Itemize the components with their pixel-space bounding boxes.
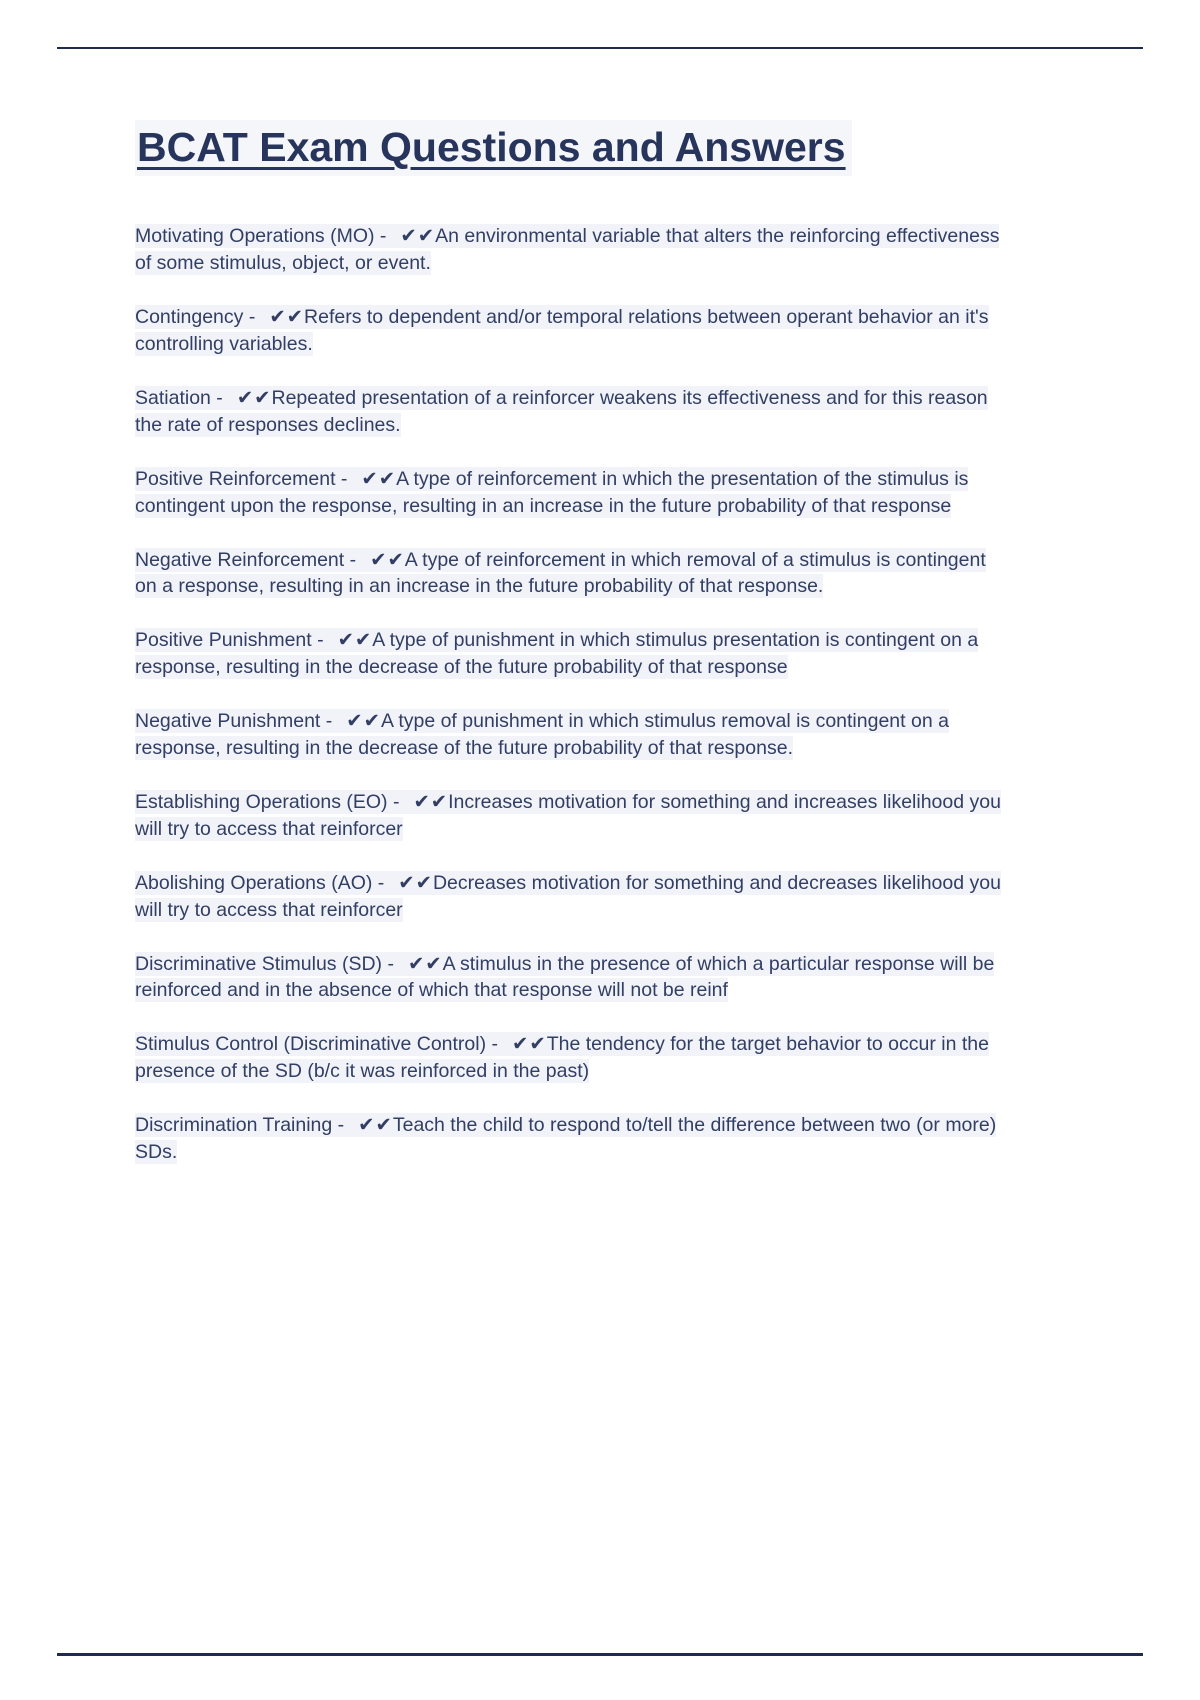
qa-item — [135, 951, 1007, 1005]
top-rule — [57, 47, 1143, 49]
title-wrap — [135, 122, 1007, 173]
qa-item — [135, 870, 1007, 924]
qa-item — [135, 466, 1007, 520]
double-checkmark-icon: ✔✔ — [413, 790, 449, 813]
qa-definition: The tendency for the target behavior to occur in the presence of the SD (b/c it was reinforced in the past) — [135, 1033, 989, 1083]
qa-item — [135, 1031, 1007, 1085]
qa-definition: A type of punishment in which stimulus presentation is contingent on a response, resulting in the decrease of the future probability of that response — [135, 629, 979, 679]
qa-term: Negative Punishment - — [135, 709, 346, 733]
double-checkmark-icon: ✔✔ — [236, 386, 272, 409]
qa-term: Satiation - — [135, 386, 237, 410]
double-checkmark-icon: ✔✔ — [407, 952, 443, 975]
double-checkmark-icon: ✔✔ — [512, 1033, 547, 1056]
double-checkmark-icon: ✔✔ — [370, 548, 405, 571]
bottom-rule — [57, 1653, 1143, 1656]
qa-definition: Increases motivation for something and increases likelihood you will try to access that reinforcer — [135, 790, 1001, 840]
document-content — [135, 122, 1007, 1193]
qa-term: Abolishing Operations (AO) - — [135, 871, 398, 895]
qa-item — [135, 627, 1007, 681]
double-checkmark-icon: ✔✔ — [269, 306, 305, 329]
qa-term: Contingency - — [135, 305, 269, 329]
qa-term: Motivating Operations (MO) - — [135, 224, 400, 248]
double-checkmark-icon: ✔✔ — [400, 225, 436, 248]
qa-item — [135, 304, 1007, 358]
qa-definition: Teach the child to respond to/tell the difference between two (or more) SDs. — [135, 1114, 997, 1164]
qa-definition: Decreases motivation for something and decreases likelihood you will try to access that reinforcer — [135, 871, 1001, 921]
qa-item — [135, 385, 1007, 439]
qa-item — [135, 223, 1007, 277]
qa-term: Discriminative Stimulus (SD) - — [135, 952, 408, 976]
qa-definition: Repeated presentation of a reinforcer weakens its effectiveness and for this reason the rate of responses declines. — [135, 386, 988, 436]
qa-term: Establishing Operations (EO) - — [135, 790, 413, 814]
page-title: BCAT Exam Questions and Answers — [135, 120, 852, 176]
qa-item — [135, 789, 1007, 843]
double-checkmark-icon: ✔✔ — [398, 871, 433, 894]
double-checkmark-icon: ✔✔ — [337, 629, 373, 652]
qa-term: Discrimination Training - — [135, 1113, 358, 1137]
qa-term: Positive Punishment - — [135, 628, 338, 652]
qa-term: Positive Reinforcement - — [135, 467, 361, 491]
double-checkmark-icon: ✔✔ — [361, 467, 397, 490]
qa-definition: A type of reinforcement in which removal of a stimulus is contingent on a response, resulting in an increase in the future probability of that response. — [135, 548, 986, 598]
qa-definition: Refers to dependent and/or temporal relations between operant behavior an it's controlling variables. — [135, 306, 989, 355]
qa-term: Negative Reinforcement - — [135, 548, 370, 572]
qa-definition: A type of punishment in which stimulus removal is contingent on a response, resulting in the decrease of the future probability of that response. — [135, 710, 949, 760]
qa-item — [135, 708, 1007, 762]
qa-definition: An environmental variable that alters the reinforcing effectiveness of some stimulus, object, or event. — [135, 225, 1000, 275]
qa-term: Stimulus Control (Discriminative Control) - — [135, 1032, 512, 1056]
qa-definition: A type of reinforcement in which the presentation of the stimulus is contingent upon the response, resulting in an increase in the future probability of that response — [135, 467, 969, 517]
double-checkmark-icon: ✔✔ — [346, 710, 381, 733]
qa-item — [135, 1112, 1007, 1166]
qa-item — [135, 547, 1007, 601]
qa-definition: A stimulus in the presence of which a particular response will be reinforced and in the absence of which that response will not be reinf — [135, 952, 995, 1002]
double-checkmark-icon: ✔✔ — [358, 1114, 393, 1137]
